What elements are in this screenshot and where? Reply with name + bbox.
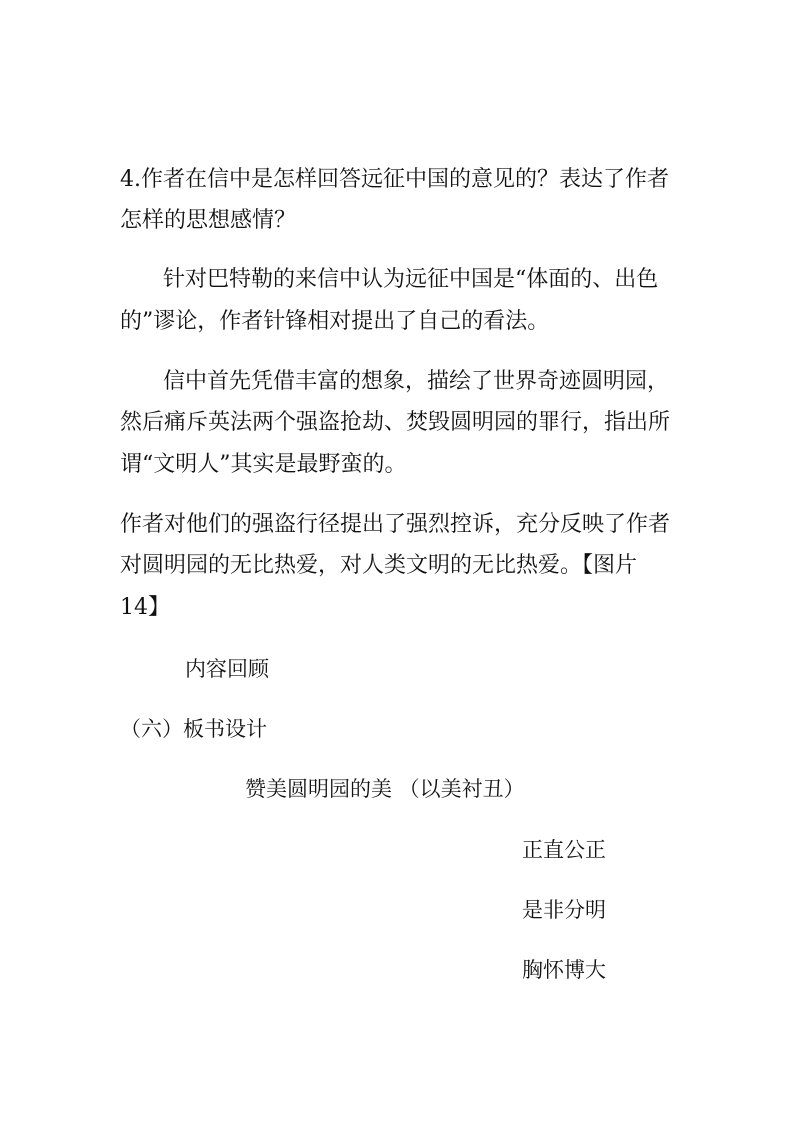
answer-p2-line-3: 谓“文明人”其实是最野蛮的。 xyxy=(120,452,407,477)
answer-p3-line-1: 作者对他们的强盗行径提出了强烈控诉，充分反映了作者 xyxy=(120,512,671,537)
board-item-2: 是非分明 xyxy=(522,898,606,922)
answer-p1-line-1: 针对巴特勒的来信中认为远征中国是“体面的、出色 xyxy=(163,267,659,292)
question-line-2: 怎样的思想感情？ xyxy=(120,208,297,233)
answer-p1-line-2: 的”谬论，作者针锋相对提出了自己的看法。 xyxy=(120,309,550,334)
board-item-3: 胸怀博大 xyxy=(522,958,606,982)
board-item-1: 正直公正 xyxy=(522,838,606,862)
answer-p3-line-3: 14】 xyxy=(120,595,170,620)
answer-p2-line-1: 信中首先凭借丰富的想象，描绘了世界奇迹圆明园， xyxy=(163,369,670,394)
question-line-1: 4.作者在信中是怎样回答远征中国的意见的？表达了作者 xyxy=(120,167,669,192)
answer-p3-line-2: 对圆明园的无比热爱，对人类文明的无比热爱。【图片 xyxy=(120,553,638,578)
board-design-title: （六）板书设计 xyxy=(120,717,267,741)
answer-p2-line-2: 然后痛斥英法两个强盗抢劫、焚毁圆明园的罪行，指出所 xyxy=(120,410,671,435)
content-review-label: 内容回顾 xyxy=(185,657,269,681)
board-main-line: 赞美圆明园的美 （以美衬丑） xyxy=(245,777,525,801)
